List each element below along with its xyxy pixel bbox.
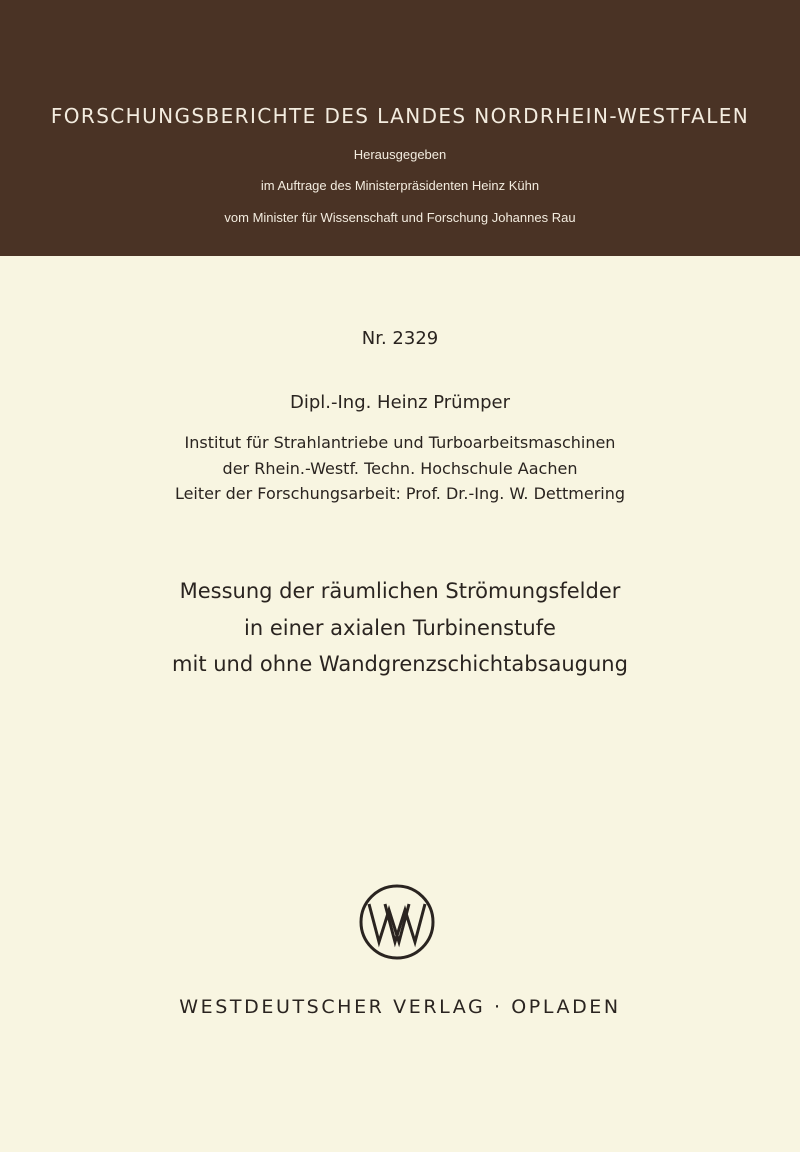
- institute-line-1: Institut für Strahlantriebe und Turboarbeitsmaschinen: [184, 433, 616, 452]
- series-title: FORSCHUNGSBERICHTE DES LANDES NORDRHEIN-WESTFALEN: [50, 104, 750, 128]
- publisher-name: WESTDEUTSCHER VERLAG · OPLADEN: [179, 996, 621, 1018]
- editor-line-3: vom Minister für Wissenschaft und Forschung Johannes Rau: [224, 210, 576, 225]
- title-line-2: in einer axialen Turbinenstufe: [244, 616, 556, 640]
- author: Dipl.-Ing. Heinz Prümper: [289, 392, 511, 413]
- report-number: Nr. 2329: [361, 328, 439, 349]
- header-band: [0, 0, 800, 256]
- editor-line-2: im Auftrage des Ministerpräsidenten Heinz Kühn: [260, 178, 540, 193]
- institute-line-3: Leiter der Forschungsarbeit: Prof. Dr.-Ing. W. Dettmering: [174, 484, 626, 503]
- ww-publisher-logo-icon: [357, 882, 437, 962]
- institute-line-2: der Rhein.-Westf. Techn. Hochschule Aachen: [222, 459, 578, 478]
- title-line-3: mit und ohne Wandgrenzschichtabsaugung: [172, 652, 628, 676]
- editor-line-1: Herausgegeben: [353, 147, 447, 162]
- title-line-1: Messung der räumlichen Strömungsfelder: [179, 579, 621, 603]
